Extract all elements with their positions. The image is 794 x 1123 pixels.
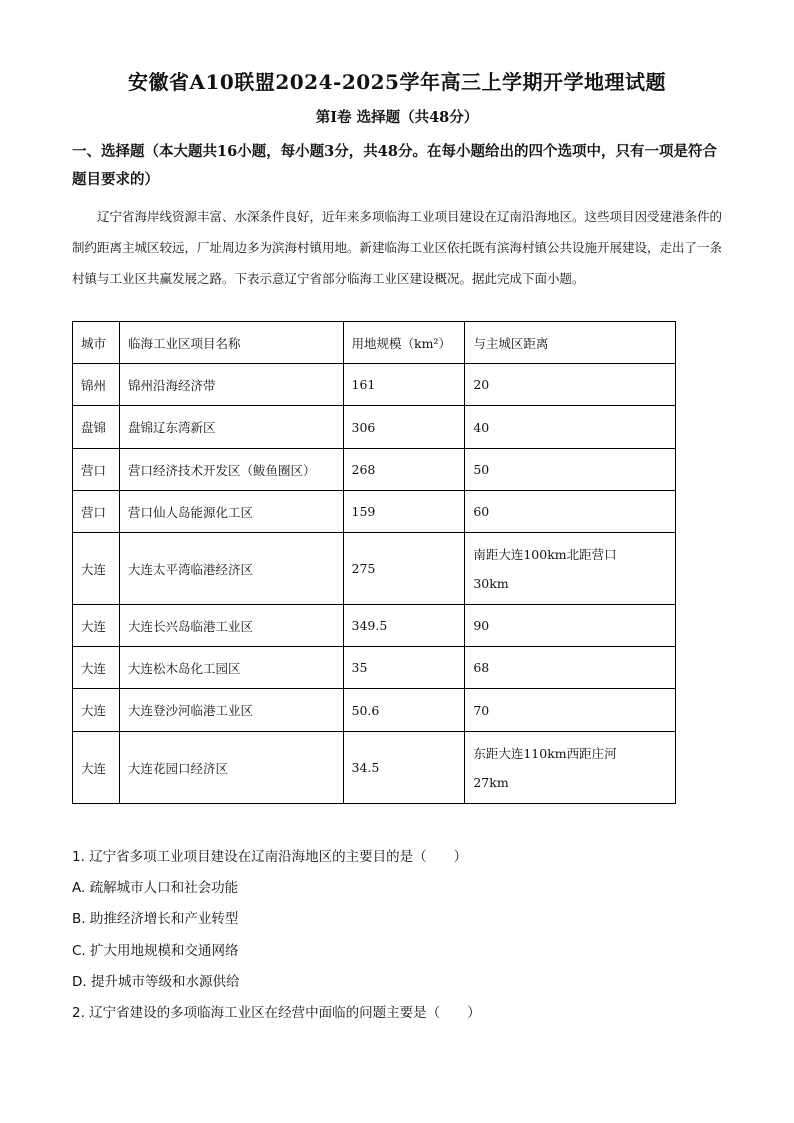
city-cell: 大连	[73, 647, 120, 689]
table-row	[73, 406, 676, 449]
distance-cell: 70	[465, 689, 676, 732]
area-cell: 50.6	[343, 689, 465, 732]
section-subtitle: 第Ⅰ卷 选择题（共48分）	[315, 109, 479, 126]
city-cell: 大连	[73, 732, 120, 804]
table-header-cell: 用地规模（km²）	[343, 322, 465, 364]
answer-option: C. 扩大用地规模和交通网络	[72, 943, 239, 959]
reading-passage: 辽宁省海岸线资源丰富、水深条件良好，近年来多项临海工业项目建设在辽南沿海地区。这些项目因受建港条件的制约距离主城区较远，厂址周边多为滨海村镇用地。新建临海工业区依托既有滨海村镇公共设施开展建设，走出了一条村镇与工业区共赢发展之路。下表示意辽宁省部分临海工业区建设概况。据此完成下面小题。	[72, 209, 723, 286]
area-cell: 306	[343, 406, 465, 449]
distance-line: 30km	[473, 575, 509, 591]
table-header-cell: 城市	[73, 322, 120, 364]
table-row	[73, 533, 676, 605]
city-cell: 大连	[73, 689, 120, 732]
table-row	[73, 732, 676, 804]
table-row	[73, 491, 676, 533]
area-cell: 161	[343, 364, 465, 406]
project-name-cell: 大连松木岛化工园区	[119, 647, 343, 689]
answer-option: A. 疏解城市人口和社会功能	[72, 880, 239, 896]
project-name-cell: 大连长兴岛临港工业区	[119, 605, 343, 647]
table-row	[73, 449, 676, 491]
section-heading: 一、选择题（本大题共16小题，每小题3分，共48分。在每小题给出的四个选项中，只有一项是符合题目要求的）	[72, 143, 717, 188]
answer-option: B. 助推经济增长和产业转型	[72, 911, 239, 927]
answer-option: D. 提升城市等级和水源供给	[72, 974, 240, 990]
question-stem: 2. 辽宁省建设的多项临海工业区在经营中面临的问题主要是（ ）	[72, 1005, 481, 1021]
table-row	[73, 689, 676, 732]
city-cell: 营口	[73, 449, 120, 491]
project-name-cell: 大连花园口经济区	[119, 732, 343, 804]
city-cell: 大连	[73, 605, 120, 647]
area-cell: 34.5	[343, 732, 465, 804]
project-name-cell: 盘锦辽东湾新区	[119, 406, 343, 449]
area-cell: 35	[343, 647, 465, 689]
area-cell: 349.5	[343, 605, 465, 647]
table-header-cell: 与主城区距离	[465, 322, 676, 364]
distance-cell: 68	[465, 647, 676, 689]
project-name-cell: 大连太平湾临港经济区	[119, 533, 343, 605]
distance-cell: 40	[465, 406, 676, 449]
page-title: 安徽省A10联盟2024-2025学年高三上学期开学地理试题	[128, 70, 666, 94]
table-row	[73, 364, 676, 406]
distance-line: 南距大连100km北距营口	[473, 546, 617, 562]
area-cell: 159	[343, 491, 465, 533]
project-name-cell: 锦州沿海经济带	[119, 364, 343, 406]
question-stem: 1. 辽宁省多项工业项目建设在辽南沿海地区的主要目的是（ ）	[72, 849, 468, 865]
table-row	[73, 647, 676, 689]
area-cell: 268	[343, 449, 465, 491]
city-cell: 营口	[73, 491, 120, 533]
distance-cell: 50	[465, 449, 676, 491]
project-name-cell: 营口经济技术开发区（鲅鱼圈区）	[119, 449, 343, 491]
table-row	[73, 605, 676, 647]
city-cell: 盘锦	[73, 406, 120, 449]
area-cell: 275	[343, 533, 465, 605]
project-name-cell: 营口仙人岛能源化工区	[119, 491, 343, 533]
distance-cell: 60	[465, 491, 676, 533]
industrial-zone-table	[72, 321, 676, 804]
distance-line: 东距大连110km西距庄河	[473, 745, 617, 761]
city-cell: 锦州	[73, 364, 120, 406]
distance-cell: 20	[465, 364, 676, 406]
table-header-cell: 临海工业区项目名称	[119, 322, 343, 364]
table-header-row	[73, 322, 676, 364]
project-name-cell: 大连登沙河临港工业区	[119, 689, 343, 732]
distance-cell: 90	[465, 605, 676, 647]
city-cell: 大连	[73, 533, 120, 605]
distance-line: 27km	[473, 774, 509, 790]
distance-cell	[465, 533, 676, 605]
distance-cell	[465, 732, 676, 804]
